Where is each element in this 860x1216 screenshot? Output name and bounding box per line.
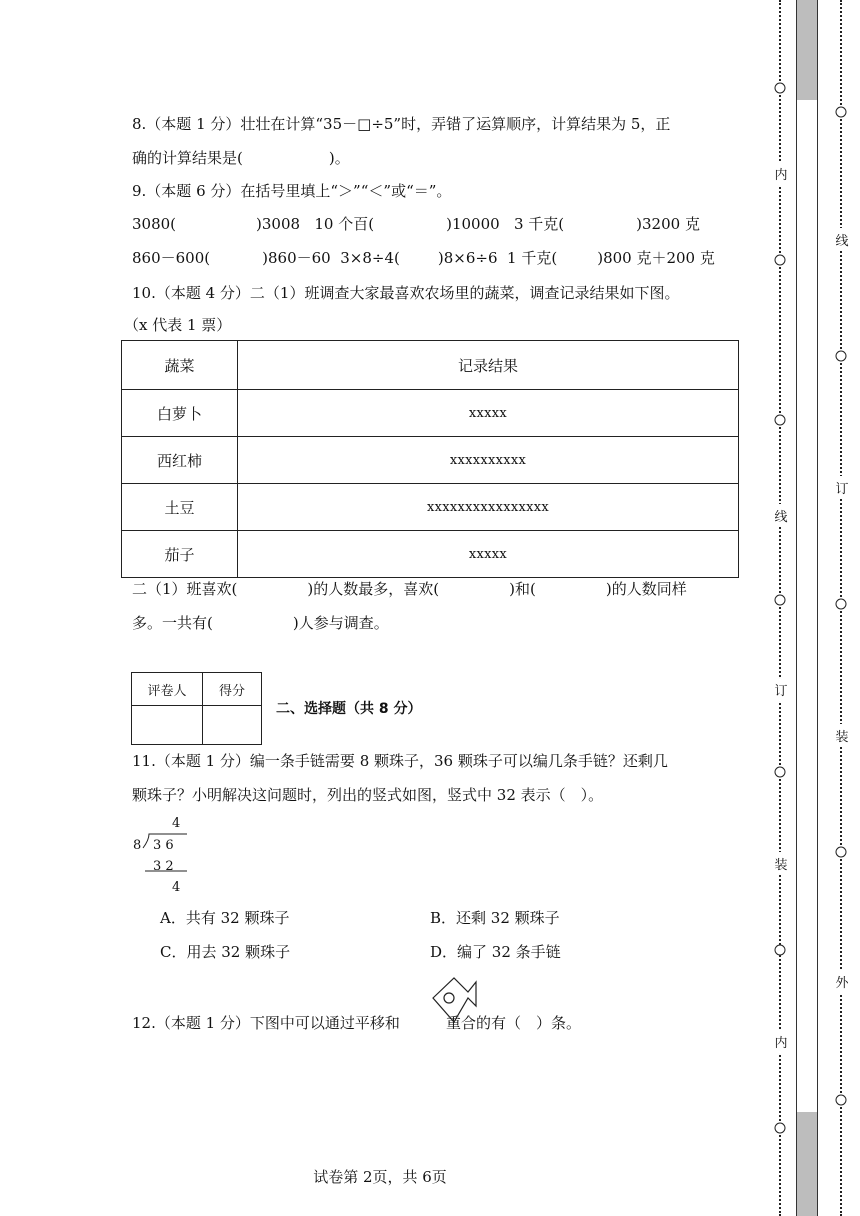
q10-after-line2 [132, 613, 389, 633]
table-row [122, 484, 739, 531]
strip-label-inner: 内 [774, 1030, 787, 1053]
vote-tally: xxxxx [238, 531, 739, 578]
option-b[interactable]: B．还剩 32 颗珠子 [430, 909, 560, 927]
q10-after-line1 [132, 579, 687, 599]
table-header-row [122, 341, 739, 390]
table-row [122, 437, 739, 484]
q11-line2: 颗珠子？小明解决这问题时，列出的竖式如图，竖式中 32 表示（ ）。 [132, 786, 604, 804]
q9-text: )8×6÷6 [437, 249, 498, 267]
q10-text: )人参与调查。 [292, 614, 389, 632]
vegetable-survey-table [121, 340, 739, 578]
q9-text: 3 千克( [513, 215, 565, 233]
q9-text: )800 克＋200 克 [597, 249, 715, 267]
q9-row2 [132, 248, 715, 268]
table-row [122, 390, 739, 437]
division-divisor: 8 [133, 838, 142, 853]
q9-text: 1 千克( [507, 249, 558, 267]
binding-hole-icon [775, 767, 786, 778]
table-row [122, 531, 739, 578]
vote-tally: xxxxx [238, 390, 739, 437]
binding-hole-icon [836, 351, 847, 362]
binding-hole-icon [836, 599, 847, 610]
strip-label-outer: 外 [835, 970, 848, 993]
q10-text: )的人数最多，喜欢( [307, 580, 440, 598]
q10-text: )的人数同样 [605, 580, 687, 598]
strip-label-outer: 订 [835, 476, 848, 499]
grader-score-box [131, 672, 262, 745]
q9-text: )3008 [256, 215, 301, 233]
option-a[interactable]: A．共有 32 颗珠子 [160, 909, 290, 927]
q9-text: 3080( [132, 215, 177, 233]
q9-text: )10000 [446, 215, 500, 233]
q9-text: 860－600( [132, 249, 211, 267]
page-footer: 试卷第 2页，共 6页 [313, 1168, 447, 1186]
strip-label-outer: 装 [835, 724, 848, 747]
table-header: 蔬菜 [122, 341, 238, 390]
q11-line1: 11.（本题 1 分）编一条手链需要 8 颗珠子，36 颗珠子可以编几条手链？还剩几 [132, 752, 668, 770]
grader-cell[interactable] [132, 706, 203, 745]
binding-hole-icon [775, 83, 786, 94]
binding-hole-icon [775, 415, 786, 426]
table-header: 记录结果 [238, 341, 739, 390]
division-dividend: 3 6 [153, 838, 174, 853]
q8-text-post: )。 [328, 149, 350, 167]
vegetable-name: 土豆 [122, 484, 238, 531]
binding-hole-icon [836, 1095, 847, 1106]
strip-label-inner: 内 [774, 162, 787, 185]
q8-text-pre: 确的计算结果是( [132, 149, 243, 167]
division-product: 3 2 [153, 859, 174, 874]
binding-strip [796, 0, 818, 1216]
q9-text: 10 个百( [314, 215, 375, 233]
binding-hole-icon [775, 1123, 786, 1134]
q12-line [132, 1013, 581, 1033]
binding-hole-icon [775, 255, 786, 266]
grader-label: 评卷人 [132, 673, 203, 706]
q9-text: 3×8÷4( [340, 249, 400, 267]
strip-label-inner: 装 [774, 852, 787, 875]
q10-text: )和( [509, 580, 536, 598]
vegetable-name: 西红柿 [122, 437, 238, 484]
fish-figure-icon [432, 974, 480, 1030]
q12-text-pre: 12.（本题 1 分）下图中可以通过平移和 [132, 1014, 400, 1032]
score-label: 得分 [203, 673, 262, 706]
division-quotient: 4 [172, 816, 181, 831]
strip-label-inner: 线 [774, 504, 787, 527]
vote-tally: xxxxxxxxxx [238, 437, 739, 484]
q12-text-post: 重合的有（ ）条。 [445, 1014, 581, 1032]
vegetable-name: 白萝卜 [122, 390, 238, 437]
binding-hole-icon [775, 595, 786, 606]
q10-text: 二（1）班喜欢( [132, 580, 238, 598]
option-c[interactable]: C．用去 32 颗珠子 [160, 943, 291, 961]
strip-label-outer: 线 [835, 228, 848, 251]
binding-hole-icon [836, 847, 847, 858]
q9-row1 [132, 214, 700, 234]
long-division-figure [131, 816, 201, 906]
q8-line1: 8.（本题 1 分）壮壮在计算“35－□÷5”时，弄错了运算顺序，计算结果为 5，正 [132, 115, 671, 133]
q9-text: )3200 克 [636, 215, 700, 233]
q9-text: )860－60 [262, 249, 331, 267]
q10-line1: 10.（本题 4 分）二（1）班调查大家最喜欢农场里的蔬菜，调查记录结果如下图。 [132, 284, 680, 302]
section-title: 二、选择题（共 8 分） [276, 701, 422, 717]
q10-line2: （x 代表 1 票） [124, 316, 232, 334]
division-remainder: 4 [172, 880, 181, 895]
binding-hole-icon [775, 945, 786, 956]
q9-title: 9.（本题 6 分）在括号里填上“＞”“＜”或“＝”。 [132, 182, 452, 200]
strip-label-inner: 订 [774, 678, 787, 701]
vote-tally: xxxxxxxxxxxxxxxx [238, 484, 739, 531]
option-d[interactable]: D．编了 32 条手链 [430, 943, 561, 961]
binding-hole-icon [836, 107, 847, 118]
q10-text: 多。一共有( [132, 614, 213, 632]
score-cell[interactable] [203, 706, 262, 745]
q8-line2 [132, 148, 350, 168]
vegetable-name: 茄子 [122, 531, 238, 578]
